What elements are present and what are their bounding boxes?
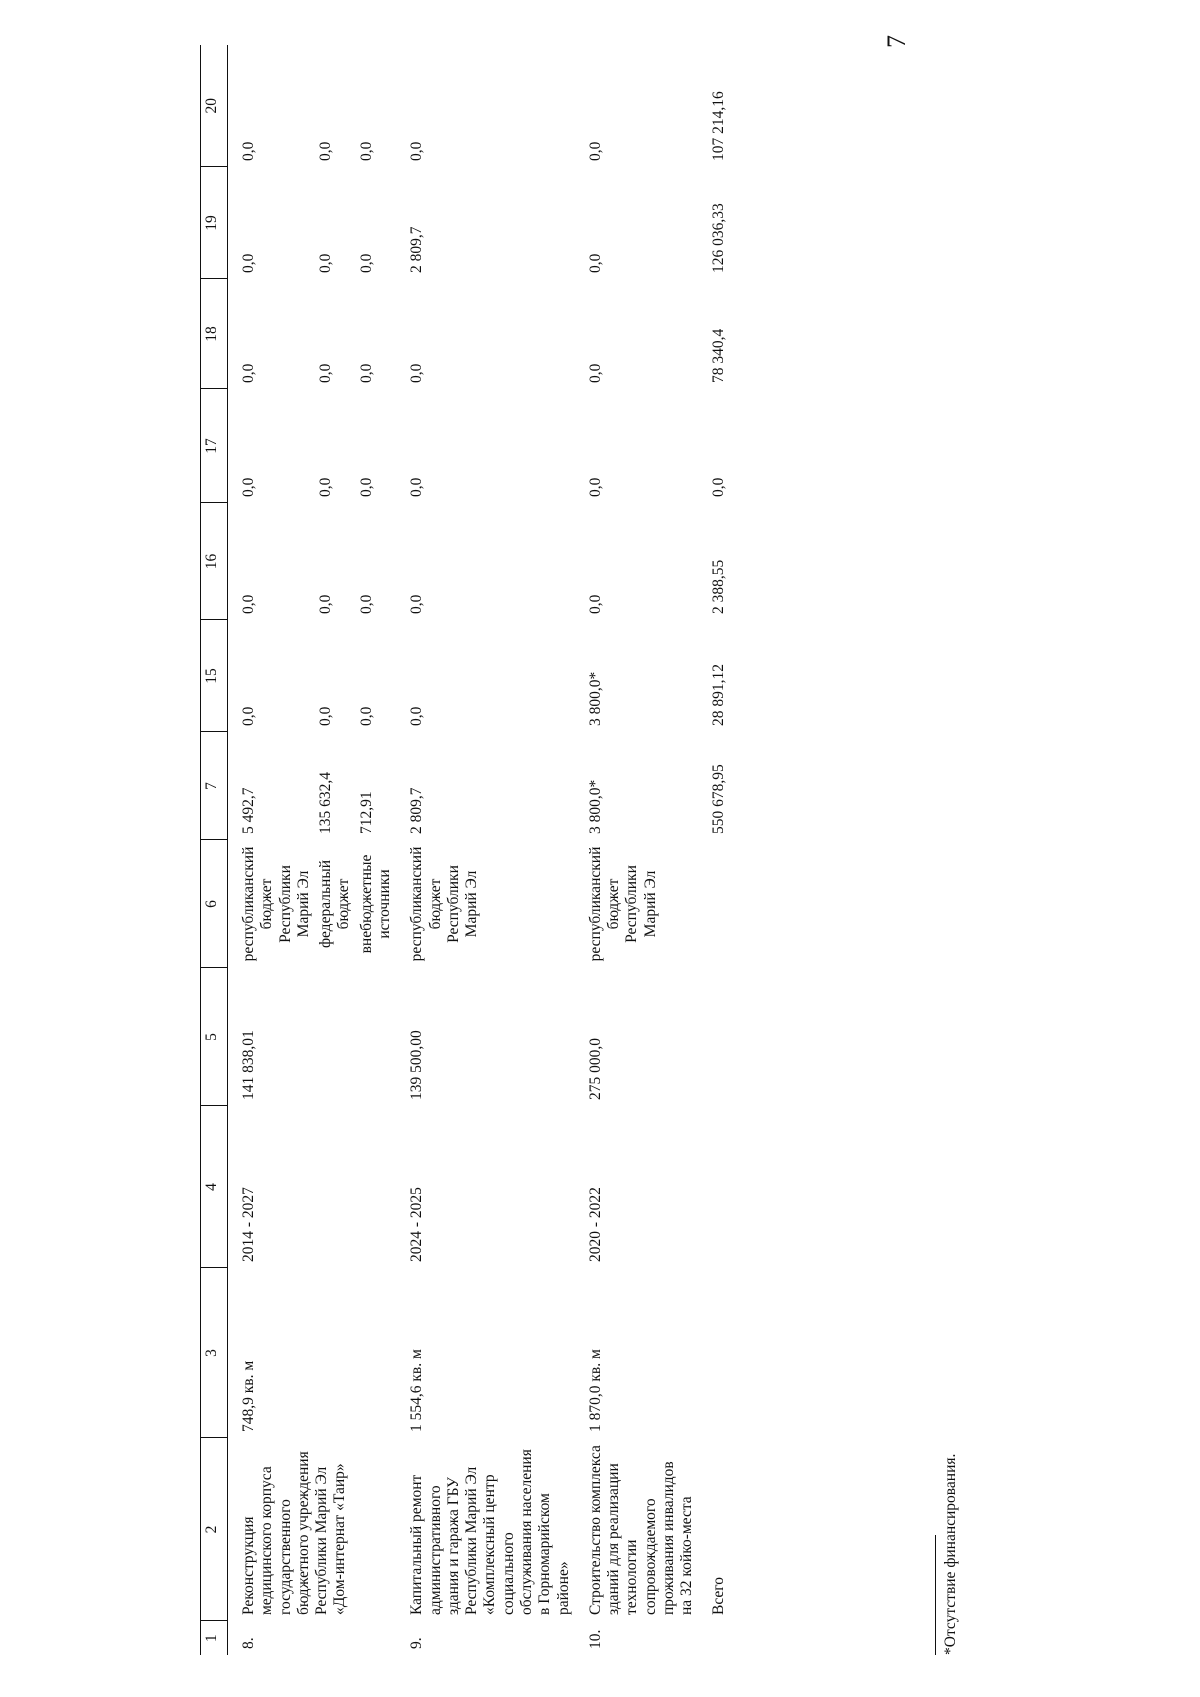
col-header: 7 [201, 732, 228, 840]
cell-value: 0,0 [357, 363, 375, 383]
funding-source: республиканский бюджет Республики Марий Эл [586, 846, 659, 962]
object-cost: 141 838,01 [240, 1030, 257, 1100]
cell-value: 0,0 [317, 594, 335, 614]
total-value: 126 036,33 [710, 203, 728, 273]
total-row [698, 45, 730, 1655]
column-number-header [201, 45, 228, 1655]
cell-value: 0,0 [357, 706, 375, 726]
footnote: *Отсутствие финансирования. [942, 1453, 959, 1655]
cell-value: 0,0 [408, 706, 426, 726]
table-row [575, 45, 699, 1655]
object-area: 1 554,6 кв. м [408, 1349, 426, 1432]
cell-value: 3 800,0* [586, 779, 604, 834]
col-header: 4 [201, 1106, 228, 1268]
cell-value: 0,0 [317, 141, 335, 161]
object-area: 748,9 кв. м [240, 1360, 257, 1432]
page-number: 7 [882, 35, 911, 48]
cell-value: 5 492,7 [240, 787, 257, 834]
col-header: 5 [201, 968, 228, 1106]
cell-value: 0,0 [408, 594, 426, 614]
footnote-rule [935, 1535, 936, 1655]
object-cost: 275 000,0 [586, 1038, 604, 1100]
cell-value: 0,0 [240, 141, 257, 161]
col-header: 16 [201, 503, 228, 620]
object-area: 1 870,0 кв. м [586, 1349, 604, 1432]
object-period: 2014 - 2027 [240, 1187, 257, 1262]
col-header: 15 [201, 620, 228, 732]
cell-value: 0,0 [408, 363, 426, 383]
col-header: 20 [201, 45, 228, 167]
object-period: 2020 - 2022 [586, 1187, 604, 1262]
cell-value: 0,0 [357, 594, 375, 614]
funding-source: федеральный бюджет [317, 859, 353, 949]
object-cost: 139 500,00 [408, 1030, 426, 1100]
total-label: Всего [710, 1576, 728, 1615]
cell-value: 0,0 [240, 477, 257, 497]
object-name: Реконструкция медицинского корпуса государственного бюджетного учреждения Республики Марий Эл «Дом-интернат «Таир» [240, 1451, 349, 1615]
col-header: 19 [201, 167, 228, 279]
col-header: 17 [201, 389, 228, 503]
col-header: 1 [201, 1621, 228, 1655]
row-number: 8. [240, 1637, 257, 1649]
cell-value: 0,0 [317, 253, 335, 273]
cell-value: 0,0 [240, 706, 257, 726]
cell-value: 2 809,7 [408, 787, 426, 834]
cell-value: 0,0 [586, 594, 604, 614]
cell-value: 0,0 [586, 363, 604, 383]
col-header: 3 [201, 1268, 228, 1438]
cell-value: 0,0 [586, 141, 604, 161]
total-value: 2 388,55 [710, 559, 728, 614]
row-number: 9. [408, 1637, 426, 1649]
cell-value: 0,0 [357, 253, 375, 273]
col-header: 2 [201, 1438, 228, 1621]
row-number: 10. [586, 1629, 604, 1649]
cell-value: 0,0 [240, 594, 257, 614]
cell-value: 3 800,0* [586, 671, 604, 726]
cell-value: 712,91 [357, 791, 375, 834]
funding-source: республиканский бюджет Республики Марий Эл [240, 846, 312, 962]
rotated-sheet [200, 35, 970, 1655]
cell-value: 2 809,7 [408, 226, 426, 273]
object-period: 2024 - 2025 [408, 1187, 426, 1262]
cell-value: 0,0 [317, 706, 335, 726]
table-row [228, 45, 316, 1655]
cell-value: 0,0 [240, 253, 257, 273]
cell-value: 0,0 [408, 141, 426, 161]
cell-value: 0,0 [357, 477, 375, 497]
cell-value: 0,0 [586, 477, 604, 497]
total-value: 28 891,12 [710, 664, 728, 726]
funding-source: внебюджетные источники [357, 854, 393, 954]
col-header: 18 [201, 279, 228, 389]
total-value: 550 678,95 [710, 764, 728, 834]
cell-value: 0,0 [317, 363, 335, 383]
cell-value: 0,0 [317, 477, 335, 497]
table-row [396, 45, 575, 1655]
financing-table [200, 45, 731, 1655]
funding-source: республиканский бюджет Республики Марий Эл [408, 846, 481, 962]
total-value: 107 214,16 [710, 91, 728, 161]
cell-value: 0,0 [408, 477, 426, 497]
object-name: Капитальный ремонт административного здания и гаража ГБУ Республики Марий Эл «Комплексный центр социального обслуживания населения в Горномарийском районе» [408, 1449, 572, 1615]
cell-value: 135 632,4 [317, 772, 335, 834]
cell-value: 0,0 [586, 253, 604, 273]
total-value: 78 340,4 [710, 328, 728, 383]
object-name: Строительство комплекса зданий для реализации технологии сопровождаемого проживания инвалидов на 32 койко-места [586, 1445, 696, 1615]
total-value: 0,0 [710, 477, 728, 497]
cell-value: 0,0 [240, 363, 257, 383]
cell-value: 0,0 [357, 141, 375, 161]
col-header: 6 [201, 840, 228, 968]
